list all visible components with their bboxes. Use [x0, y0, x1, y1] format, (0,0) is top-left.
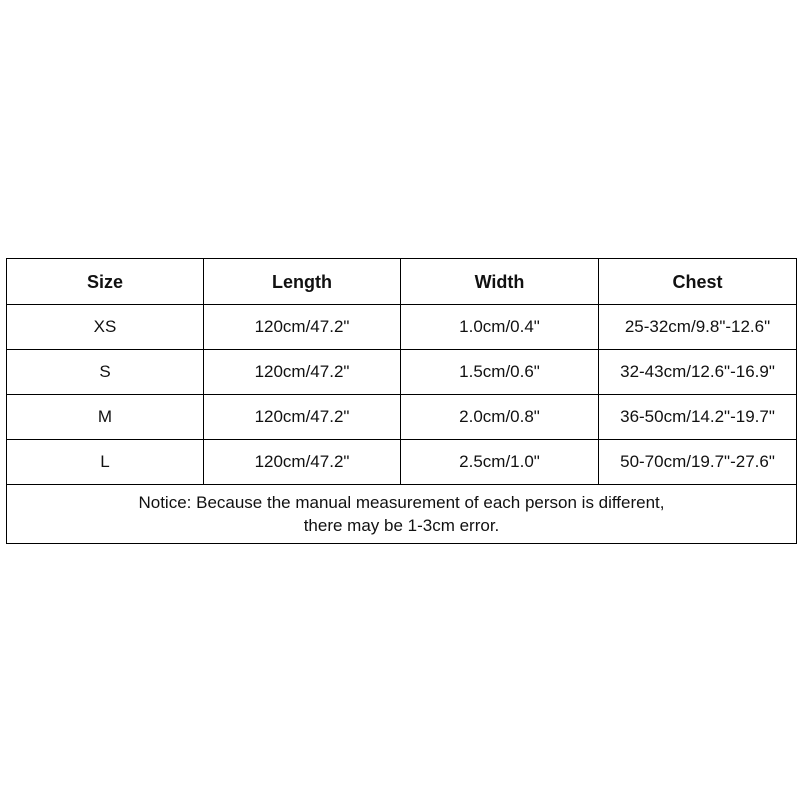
cell-length: 120cm/47.2" [204, 395, 401, 440]
cell-size: XS [7, 305, 204, 350]
table-header-row [7, 259, 797, 305]
table-row [7, 305, 797, 350]
header-length: Length [204, 259, 401, 305]
table-row [7, 350, 797, 395]
cell-length: 120cm/47.2" [204, 350, 401, 395]
table-row [7, 395, 797, 440]
cell-chest: 25-32cm/9.8"-12.6" [599, 305, 797, 350]
size-chart-table [6, 258, 797, 544]
cell-chest: 32-43cm/12.6"-16.9" [599, 350, 797, 395]
notice-line-1: Notice: Because the manual measurement of each person is different, [138, 493, 665, 512]
cell-size: M [7, 395, 204, 440]
cell-size: S [7, 350, 204, 395]
cell-width: 1.0cm/0.4" [401, 305, 599, 350]
notice-cell [7, 485, 797, 544]
table-row [7, 440, 797, 485]
cell-size: L [7, 440, 204, 485]
notice-line-2: there may be 1-3cm error. [303, 516, 500, 535]
header-size: Size [7, 259, 204, 305]
cell-width: 1.5cm/0.6" [401, 350, 599, 395]
notice-row [7, 485, 797, 544]
header-width: Width [401, 259, 599, 305]
cell-length: 120cm/47.2" [204, 440, 401, 485]
header-chest: Chest [599, 259, 797, 305]
cell-width: 2.5cm/1.0" [401, 440, 599, 485]
cell-length: 120cm/47.2" [204, 305, 401, 350]
cell-chest: 50-70cm/19.7"-27.6" [599, 440, 797, 485]
cell-chest: 36-50cm/14.2"-19.7" [599, 395, 797, 440]
cell-width: 2.0cm/0.8" [401, 395, 599, 440]
